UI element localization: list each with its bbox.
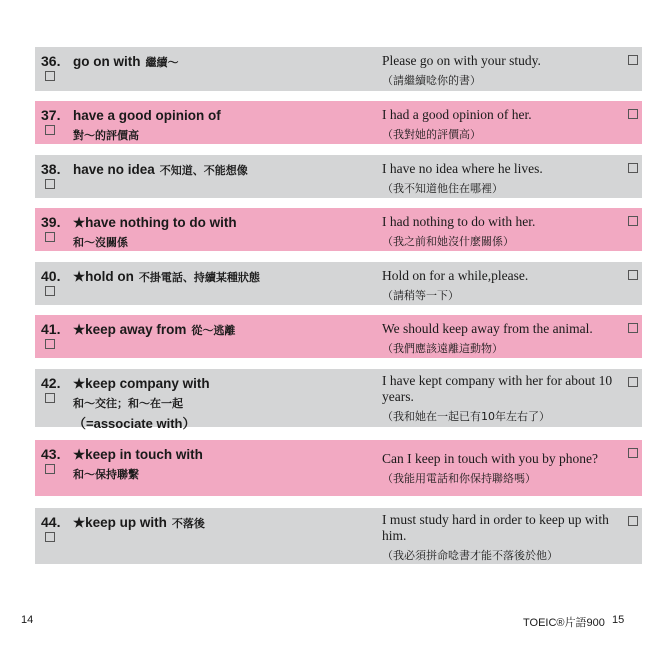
phrase-block: [73, 53, 373, 71]
phrase-english: ★hold on: [73, 269, 134, 284]
book-title: TOEIC®片語900: [523, 617, 605, 629]
example-translation: （請繼續唸你的書）: [382, 74, 481, 87]
example-translation: （我之前和她沒什麼關係）: [382, 235, 514, 248]
example-sentence: I have no idea where he lives.: [382, 161, 543, 176]
item-number: 44.: [41, 514, 61, 530]
phrase-checkbox[interactable]: [45, 71, 55, 81]
example-sentence: I had nothing to do with her.: [382, 214, 536, 229]
phrase-chinese: 和～沒關係: [73, 237, 128, 249]
phrase-chinese: 對～的評價高: [73, 130, 139, 142]
item-number: 37.: [41, 107, 61, 123]
item-number: 40.: [41, 268, 61, 284]
example-checkbox[interactable]: [628, 216, 638, 226]
example-checkbox[interactable]: [628, 109, 638, 119]
phrase-chinese: 不落後: [171, 518, 205, 530]
phrase-block: [73, 446, 373, 482]
item-number: 43.: [41, 446, 61, 462]
phrase-english: ★keep in touch with: [73, 447, 203, 462]
phrase-chinese: 和～交往；和～在一起: [73, 398, 183, 410]
phrase-chinese: 從～逃離: [191, 325, 236, 337]
phrase-chinese: 不知道、不能想像: [159, 165, 248, 177]
example-checkbox[interactable]: [628, 270, 638, 280]
example-sentence: We should keep away from the animal.: [382, 321, 593, 336]
example-block: [382, 214, 626, 249]
example-translation: （我對她的評價高）: [382, 128, 481, 141]
phrase-checkbox[interactable]: [45, 286, 55, 296]
example-sentence: Please go on with your study.: [382, 53, 541, 68]
example-translation: （請稍等一下）: [382, 289, 459, 302]
item-number: 42.: [41, 375, 61, 391]
phrase-checkbox[interactable]: [45, 464, 55, 474]
example-checkbox[interactable]: [628, 516, 638, 526]
phrase-block: [73, 321, 373, 339]
example-translation: （我必須拼命唸書才能不落後於他）: [382, 549, 558, 562]
phrase-block: [73, 268, 373, 286]
table-row: [35, 262, 642, 305]
item-number: 38.: [41, 161, 61, 177]
table-row: [35, 315, 642, 358]
phrase-block: [73, 161, 373, 179]
example-checkbox[interactable]: [628, 163, 638, 173]
phrase-checkbox[interactable]: [45, 339, 55, 349]
phrase-chinese: 繼續～: [145, 57, 179, 69]
phrase-chinese: 不掛電話、持續某種狀態: [138, 272, 260, 284]
phrase-checkbox[interactable]: [45, 232, 55, 242]
phrase-checkbox[interactable]: [45, 393, 55, 403]
example-checkbox[interactable]: [628, 55, 638, 65]
phrase-block: [73, 107, 373, 143]
table-row: [35, 508, 642, 564]
table-row: [35, 440, 642, 496]
phrase-english: ★keep away from: [73, 322, 187, 337]
phrase-checkbox[interactable]: [45, 532, 55, 542]
example-sentence: I must study hard in order to keep up with him.: [382, 512, 609, 543]
phrase-english: ★keep company with: [73, 376, 210, 391]
table-row: [35, 47, 642, 91]
example-sentence: Hold on for a while,please.: [382, 268, 529, 283]
example-translation: （我能用電話和你保持聯絡嗎）: [382, 472, 536, 485]
example-block: [382, 512, 626, 563]
phrase-checkbox[interactable]: [45, 125, 55, 135]
phrase-english: ★have nothing to do with: [73, 215, 237, 230]
example-sentence: I had a good opinion of her.: [382, 107, 532, 122]
phrase-english: ★keep up with: [73, 515, 167, 530]
example-block: [382, 161, 626, 196]
example-block: [382, 268, 626, 303]
phrase-english: have no idea: [73, 162, 155, 177]
example-translation: （我們應該遠離這動物）: [382, 342, 503, 355]
example-block: [382, 53, 626, 88]
example-checkbox[interactable]: [628, 323, 638, 333]
example-block: [382, 451, 626, 486]
table-row: [35, 101, 642, 144]
table-row: [35, 208, 642, 251]
left-page-number: 14: [21, 614, 34, 626]
example-checkbox[interactable]: [628, 448, 638, 458]
right-page-number: 15: [612, 614, 625, 626]
example-translation: （我不知道他住在哪裡）: [382, 182, 503, 195]
phrase-english: have a good opinion of: [73, 108, 221, 123]
item-number: 39.: [41, 214, 61, 230]
phrase-synonym: （=associate with）: [73, 416, 196, 431]
table-row: [35, 369, 642, 431]
phrase-chinese: 和～保持聯繫: [73, 469, 139, 481]
example-sentence: I have kept company with her for about 10 years.: [382, 373, 613, 404]
phrase-checkbox[interactable]: [45, 179, 55, 189]
example-sentence: Can I keep in touch with you by phone?: [382, 451, 598, 466]
example-block: [382, 107, 626, 142]
phrase-block: [73, 214, 373, 250]
phrase-block: [73, 514, 373, 532]
item-number: 41.: [41, 321, 61, 337]
example-checkbox[interactable]: [628, 377, 638, 387]
example-block: [382, 321, 626, 356]
phrase-block: [73, 375, 373, 432]
item-number: 36.: [41, 53, 61, 69]
example-block: [382, 373, 626, 424]
table-row: [35, 155, 642, 198]
example-translation: （我和她在一起已有10年左右了）: [382, 410, 550, 423]
phrase-english: go on with: [73, 54, 141, 69]
